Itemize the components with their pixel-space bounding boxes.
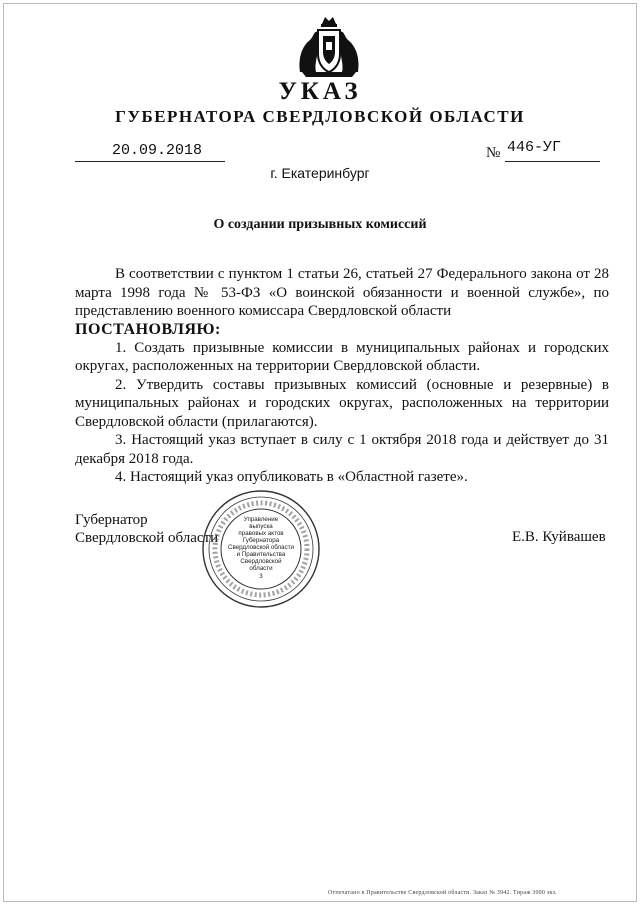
document-type: УКАЗ bbox=[278, 78, 362, 105]
stamp-line-7: Свердловской bbox=[240, 558, 282, 565]
round-seal-icon bbox=[200, 488, 322, 610]
stamp-line-4: Губернатора bbox=[242, 537, 280, 544]
document-title: О создании призывных комиссий bbox=[213, 217, 427, 232]
stamp-line-1: Управление bbox=[243, 516, 279, 523]
signatory-role-line-2: Свердловской области bbox=[75, 530, 219, 546]
number-label: № bbox=[486, 145, 501, 161]
order-item-2: 2. Утвердить составы призывных комиссий (основные и резервные) в муниципальных районах и городских округах, расположенных на территории Свердловской области (прилагаются). bbox=[75, 376, 609, 430]
number-underline bbox=[505, 161, 600, 162]
document-number: 446-УГ bbox=[507, 139, 562, 156]
order-item-4: 4. Настоящий указ опубликовать в «Областной газете». bbox=[115, 469, 468, 485]
order-word: ПОСТАНОВЛЯЮ: bbox=[75, 320, 221, 338]
signatory-role bbox=[75, 511, 218, 547]
order-item-1: 1. Создать призывные комиссии в муниципальных районах и городских округах, расположенных на территории Свердловской области. bbox=[75, 339, 609, 374]
document-body bbox=[75, 265, 609, 487]
signatory-role-line-1: Губернатор bbox=[75, 512, 148, 528]
order-item-3: 3. Настоящий указ вступает в силу с 1 октября 2018 года и действует до 31 декабря 2018 года. bbox=[75, 432, 609, 467]
document-city: г. Екатеринбург bbox=[270, 165, 370, 181]
document-date: 20.09.2018 bbox=[112, 142, 203, 159]
stamp-line-9: 3 bbox=[259, 573, 263, 580]
stamp-line-2: выпуска bbox=[249, 523, 273, 530]
signatory-name: Е.В. Куйвашев bbox=[512, 529, 606, 545]
stamp-line-8: области bbox=[249, 565, 273, 572]
stamp-line-5: Свердловской области bbox=[227, 544, 295, 551]
stamp-line-6: и Правительства bbox=[236, 551, 286, 558]
print-footer: Отпечатано в Правительстве Свердловской области. Заказ № 3942. Тираж 3000 экз. bbox=[328, 890, 557, 896]
date-underline bbox=[75, 161, 225, 162]
coat-of-arms-icon bbox=[296, 14, 362, 78]
stamp-line-3: правовых актов bbox=[238, 530, 284, 537]
issuer-title: ГУБЕРНАТОРА СВЕРДЛОВСКОЙ ОБЛАСТИ bbox=[115, 107, 525, 126]
preamble-paragraph: В соответствии с пунктом 1 статьи 26, статьей 27 Федерального закона от 28 марта 1998 года № 53-ФЗ «О воинской обязанности и военной службе», по представлению военного комиссара Свердловской области bbox=[75, 266, 609, 319]
